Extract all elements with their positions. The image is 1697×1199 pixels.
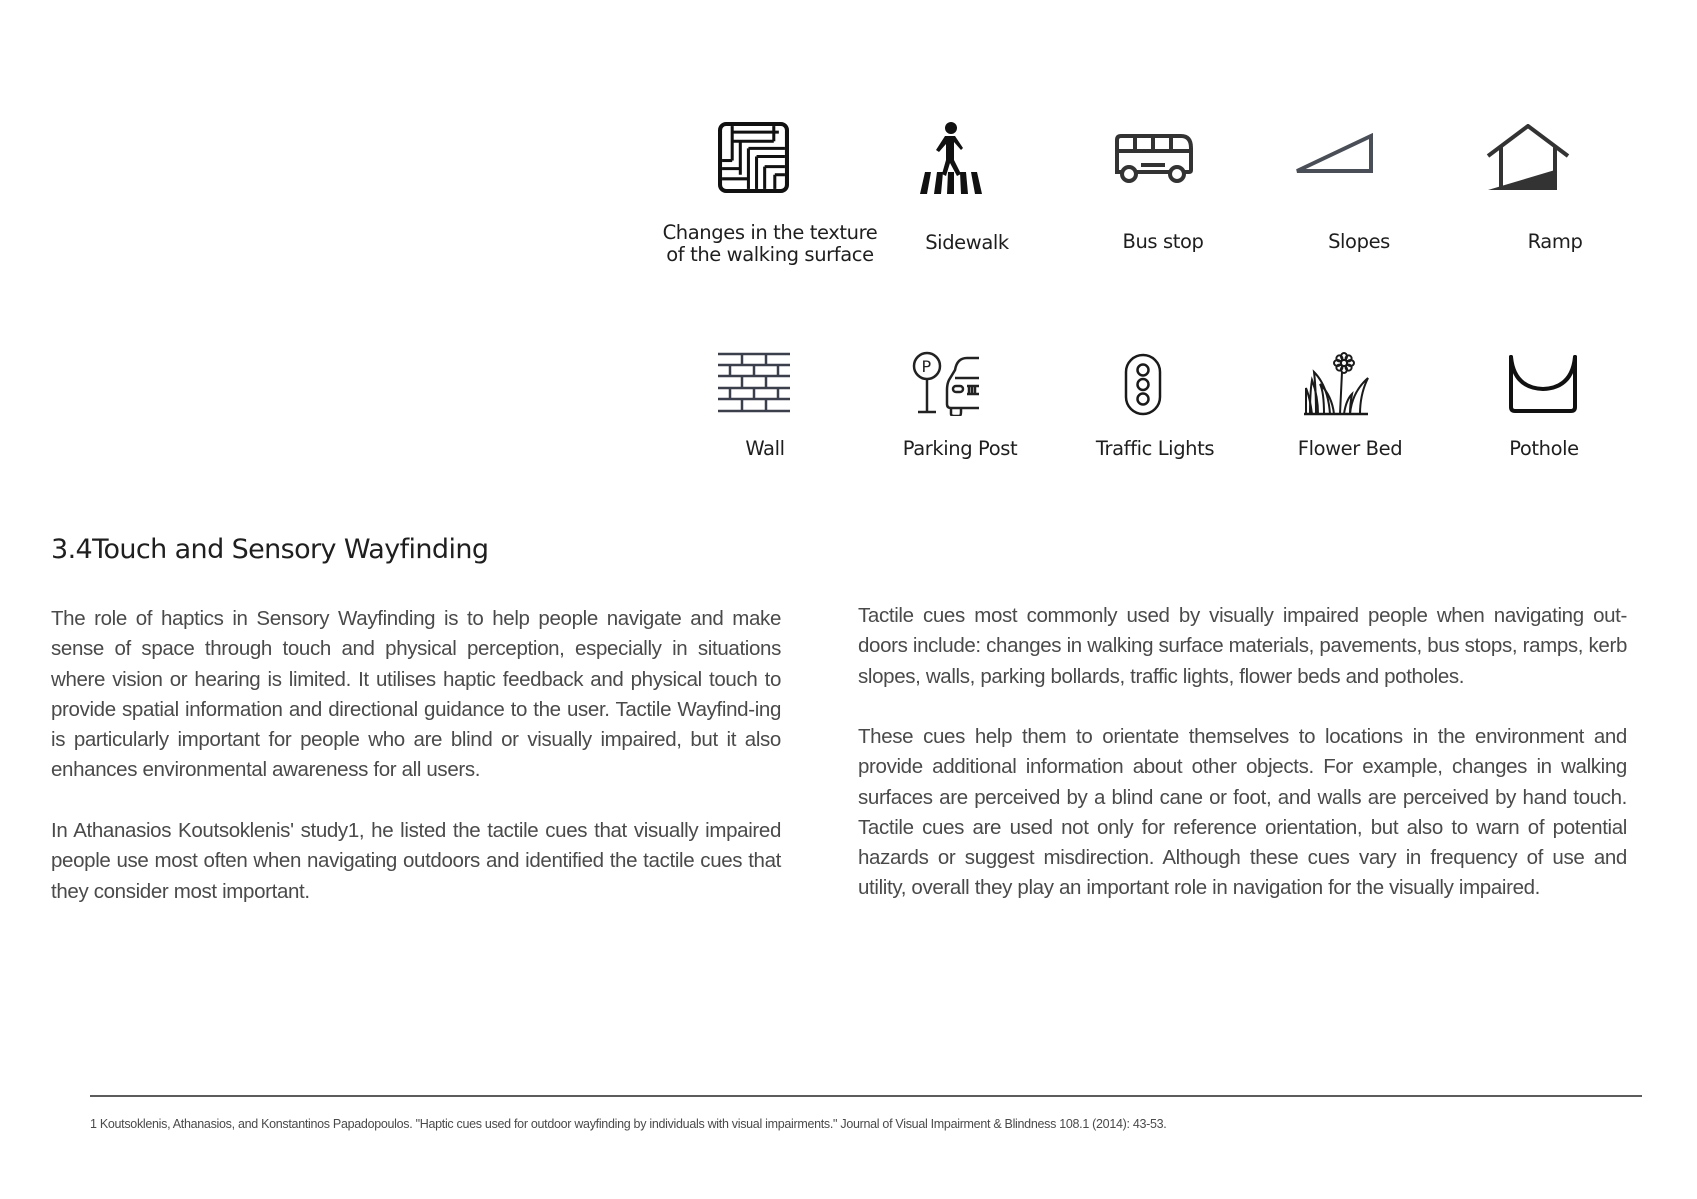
label-bus-stop: Bus stop — [1122, 230, 1204, 253]
brick-wall-icon — [718, 352, 790, 414]
label-texture-line2: of the walking surface — [666, 243, 874, 266]
texture-icon — [718, 122, 789, 193]
slope-icon — [1293, 133, 1375, 175]
label-texture — [660, 222, 880, 266]
left-paragraph-2: In Athanasios Koutsoklenis' study1, he listed the tactile cues that visually impaired people use most often when navigating outdoors and identified the tactile cues that they consider most important. — [51, 819, 781, 903]
label-flower-bed: Flower Bed — [1297, 437, 1403, 460]
traffic-light-icon — [1124, 353, 1162, 416]
right-paragraph-1: Tactile cues most commonly used by visually impaired people when navigating out-doors include: changes in walking surface materials, pavements, bus stops, ramps, kerb slopes, walls, parking bollards, traffic lights, flower beds and potholes. — [858, 604, 1627, 688]
ramp-house-icon — [1486, 124, 1570, 192]
label-parking-post: Parking Post — [902, 437, 1018, 460]
pothole-icon — [1508, 354, 1578, 414]
left-paragraph-1: The role of haptics in Sensory Wayfinding is to help people navigate and make sense of space through touch and physical perception, especially in situations where vision or hearing is limited. It utilises haptic feedback and physical touch to provide spatial information and directional guidance to the user. Tactile Wayfind-ing is particularly important for people who are blind or visually impaired, but it also enhances environmental awareness for all users. — [51, 607, 781, 782]
label-traffic-lights: Traffic Lights — [1095, 437, 1215, 460]
parking-post-icon — [911, 350, 983, 416]
label-wall: Wall — [745, 437, 785, 460]
flower-bed-icon — [1304, 352, 1370, 416]
label-pothole: Pothole — [1509, 437, 1579, 460]
right-paragraph-2: These cues help them to orientate themselves to locations in the environment and provide additional information about other objects. For example, changes in walking surfaces are perceived by a blind cane or foot, and walls are perceived by hand touch. Tactile cues are used not only for reference orientation, but also to warn of potential hazards or suggest misdirection. Although these cues vary in frequency of use and utility, overall they play an important role in navigation for the visually impaired. — [858, 725, 1627, 900]
footnote: 1 Koutsoklenis, Athanasios, and Konstantinos Papadopoulos. "Haptic cues used for outdoor wayfinding by individuals with visual impairments." Journal of Visual Impairment & Blindness 108.1 (2014): 43-53. — [90, 1117, 1167, 1131]
bus-icon — [1113, 134, 1195, 184]
label-slopes: Slopes — [1328, 230, 1390, 253]
label-texture-line1: Changes in the texture — [662, 221, 878, 244]
section-heading: 3.4Touch and Sensory Wayfinding — [51, 534, 489, 565]
svg-text:P: P — [921, 357, 932, 376]
label-sidewalk: Sidewalk — [925, 231, 1009, 254]
label-ramp: Ramp — [1527, 230, 1583, 253]
footnote-divider — [90, 1095, 1642, 1097]
pedestrian-crossing-icon — [917, 122, 985, 194]
